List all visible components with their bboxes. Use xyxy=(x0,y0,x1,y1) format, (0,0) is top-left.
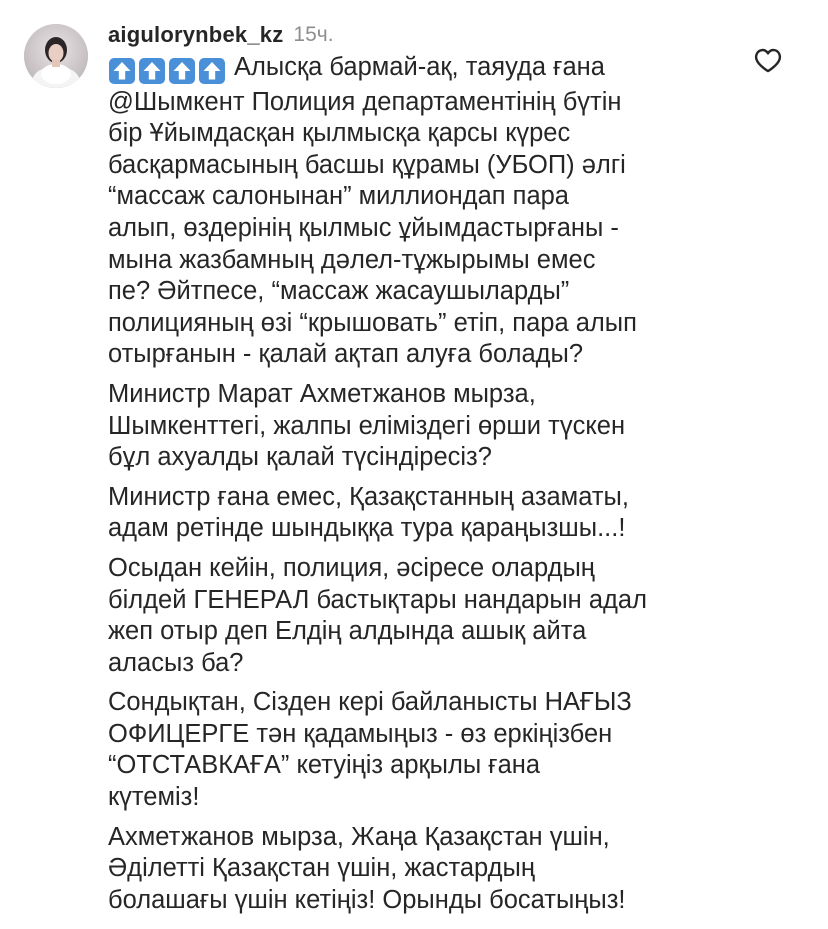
comment-line-text: “ОТСТАВКАҒА” кетуіңіз арқылы ғана xyxy=(108,751,541,780)
avatar-image xyxy=(24,24,88,88)
comment-line-text: полицияның өзі “крышовать” етіп, пара алып xyxy=(108,308,637,337)
comment-timestamp[interactable]: 15ч. xyxy=(293,23,334,46)
comment-line xyxy=(108,885,748,917)
comment-line-text: “массаж салонынан” миллиондап пара xyxy=(108,182,569,211)
comment-line-text: аласыз ба? xyxy=(108,648,244,677)
comment-line xyxy=(108,648,748,680)
comment-line xyxy=(108,339,748,371)
like-button[interactable] xyxy=(752,44,784,76)
comment-line xyxy=(108,411,748,443)
comment-line-text: пе? Әйтпесе, “массаж жасаушыларды” xyxy=(108,277,570,306)
up-arrow-emoji xyxy=(168,57,196,85)
up-arrow-emoji xyxy=(198,57,226,85)
comment-paragraph xyxy=(108,379,748,474)
comment-body xyxy=(108,18,748,924)
avatar[interactable] xyxy=(24,24,88,88)
comment-line-text: білдей ГЕНЕРАЛ бастықтары нандарын адал xyxy=(108,585,647,614)
username-link[interactable]: aigulorynbek_kz xyxy=(108,22,284,47)
comment-line xyxy=(108,276,748,308)
comment-line-text: болашағы үшін кетіңіз! Орынды босатыңыз! xyxy=(108,885,626,914)
up-arrow-emoji xyxy=(138,57,166,85)
comment-paragraph xyxy=(108,52,748,371)
comment-line xyxy=(108,52,748,87)
comment-line xyxy=(108,213,748,245)
comment-line-text: мына жазбамның дәлел-тұжырымы емес xyxy=(108,245,596,274)
comment-line-text: бұл ахуалды қалай түсіндіресіз? xyxy=(108,443,492,472)
comment-text xyxy=(108,52,748,916)
comment-line xyxy=(108,853,748,885)
comment-line xyxy=(108,750,748,782)
comment-line-text: @Шымкент Полиция департаментінің бүтін xyxy=(108,87,622,116)
comment-line-text: отырғанын - қалай ақтап алуға болады? xyxy=(108,340,584,369)
comment-line-text: Ахметжанов мырза, Жаңа Қазақстан үшін, xyxy=(108,822,610,851)
comment-line xyxy=(108,118,748,150)
comment-paragraph xyxy=(108,482,748,545)
comment-line xyxy=(108,782,748,814)
comment-line xyxy=(108,553,748,585)
comment-header xyxy=(108,18,748,52)
comment-line xyxy=(108,822,748,854)
comment-line-text: жеп отыр деп Елдің алдында ашық айта xyxy=(108,617,587,646)
comment-paragraph xyxy=(108,553,748,679)
comment-line-text: Сондықтан, Сізден кері байланысты НАҒЫЗ xyxy=(108,688,632,717)
comment-line-text: Министр Марат Ахметжанов мырза, xyxy=(108,379,536,408)
comment-line-text: алып, өздерінің қылмыс ұйымдастырғаны - xyxy=(108,213,619,242)
comment-line xyxy=(108,585,748,617)
comment-paragraph xyxy=(108,687,748,813)
comment-line-text: басқармасының басшы құрамы (УБОП) әлгі xyxy=(108,150,626,179)
comment-line xyxy=(108,308,748,340)
comment-paragraph xyxy=(108,822,748,917)
comment-line-text: Алысқа бармай-ақ, таяуда ғана xyxy=(234,53,605,81)
heart-outline-icon xyxy=(752,44,784,76)
comment-line xyxy=(108,245,748,277)
comment-line xyxy=(108,87,748,119)
comment-line xyxy=(108,687,748,719)
comment-line xyxy=(108,442,748,474)
up-arrow-emoji xyxy=(108,57,136,85)
comment-line-text: Осыдан кейін, полиция, әсіресе олардың xyxy=(108,553,595,582)
comment-line xyxy=(108,150,748,182)
comment-line-text: күтеміз! xyxy=(108,783,200,812)
comment-line xyxy=(108,181,748,213)
emoji-group xyxy=(108,55,228,87)
comment-line xyxy=(108,482,748,514)
comment-line-text: адам ретінде шындыққа тура қараңызшы...! xyxy=(108,514,626,543)
comment-line xyxy=(108,379,748,411)
comment-line-text: Министр ғана емес, Қазақстанның азаматы, xyxy=(108,482,629,511)
comment-line-text: Шымкенттегі, жалпы еліміздегі өрши түскен xyxy=(108,411,626,440)
comment-line-text: ОФИЦЕРГЕ тән қадамыңыз - өз еркіңізбен xyxy=(108,719,613,748)
comment-line xyxy=(108,616,748,648)
comment-line-text: бір Ұйымдасқан қылмысқа қарсы күрес xyxy=(108,119,571,148)
comment-line xyxy=(108,719,748,751)
comment-line-text: Әділетті Қазақстан үшін, жастардың xyxy=(108,854,535,883)
comment-line xyxy=(108,513,748,545)
